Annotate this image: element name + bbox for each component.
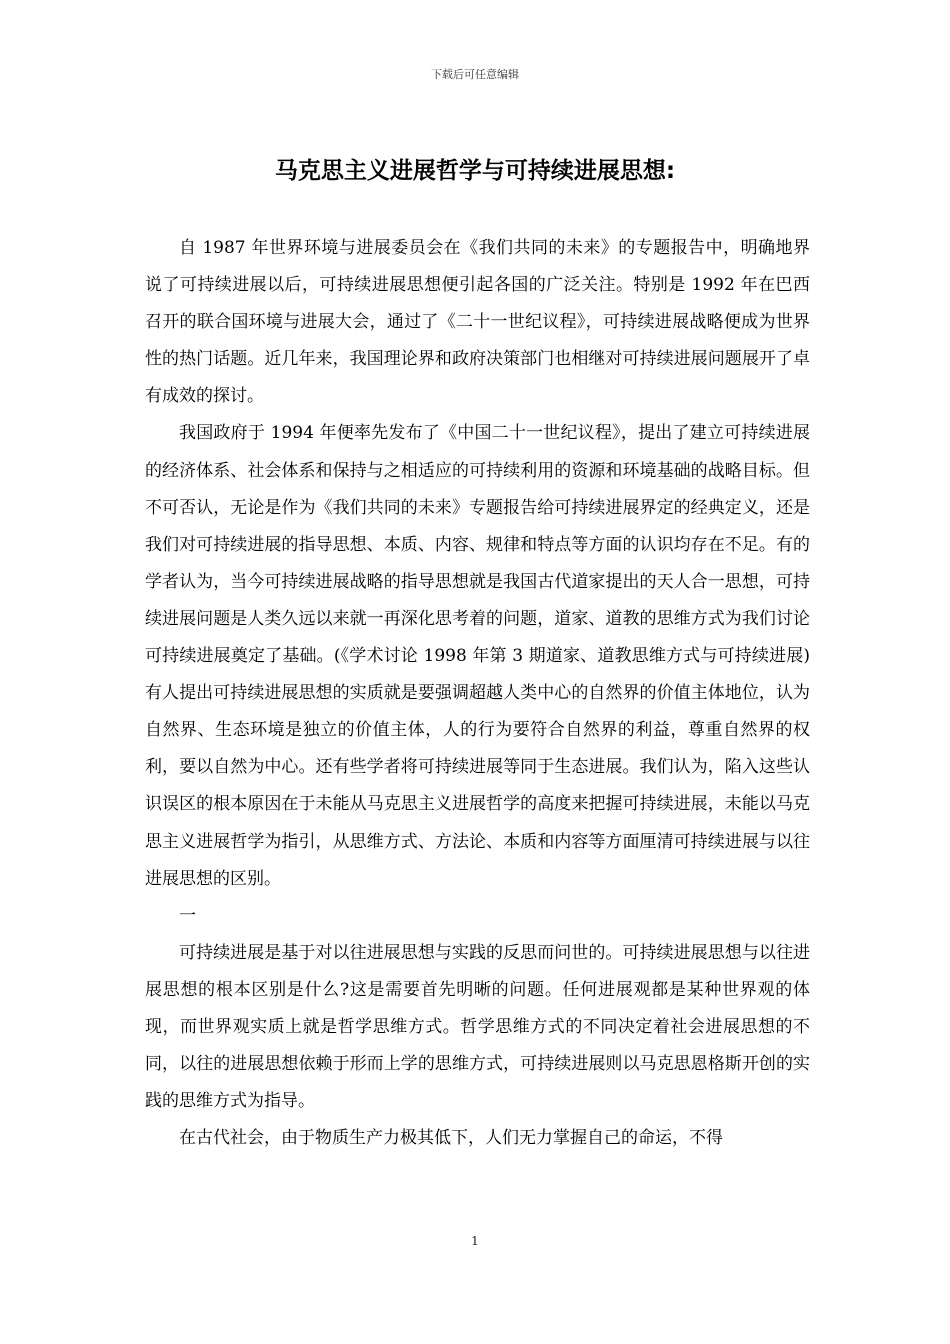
paragraph: 自 1987 年世界环境与进展委员会在《我们共同的未来》的专题报告中，明确地界说了可持续进展以后，可持续进展思想便引起各国的广泛关注。特别是 1992 年在巴西召开的联合国环境与进展大会，通过了《二十一世纪议程》，可持续进展战略便成为世界性的热门话题。近几年来，我国理论界和政府决策部门也相继对可持续进展问题展开了卓有成效的探讨。 (145, 238, 810, 407)
page-number: 1 (471, 1234, 479, 1248)
document-body (145, 230, 810, 1157)
section-marker: 一 (179, 905, 196, 926)
page-header: 下载后可任意编辑 (431, 68, 519, 81)
paragraph: 我国政府于 1994 年便率先发布了《中国二十一世纪议程》，提出了建立可持续进展的经济体系、社会体系和保持与之相适应的可持续利用的资源和环境基础的战略目标。但不可否认，无论是作为《我们共同的未来》专题报告给可持续进展界定的经典定义，还是我们对可持续进展的指导思想、本质、内容、规律和特点等方面的认识均存在不足。有的学者认为，当今可持续进展战略的指导思想就是我国古代道家提出的天人合一思想，可持续进展问题是人类久远以来就一再深化思考着的问题，道家、道教的思维方式为我们讨论可持续进展奠定了基础。(《学术讨论 1998 年第 3 期道家、道教思维方式与可持续进展)有人提出可持续进展思想的实质就是要强调超越人类中心的自然界的价值主体地位，认为自然界、生态环境是独立的价值主体，人的行为要符合自然界的利益，尊重自然界的权利，要以自然为中心。还有些学者将可持续进展等同于生态进展。我们认为，陷入这些认识误区的根本原因在于未能从马克思主义进展哲学的高度来把握可持续进展，未能以马克思主义进展哲学为指引，从思维方式、方法论、本质和内容等方面厘清可持续进展与以往进展思想的区别。 (145, 423, 810, 889)
paragraph: 可持续进展是基于对以往进展思想与实践的反思而问世的。可持续进展思想与以往进展思想的根本区别是什么?这是需要首先明晰的问题。任何进展观都是某种世界观的体现，而世界观实质上就是哲学思维方式。哲学思维方式的不同决定着社会进展思想的不同，以往的进展思想依赖于形而上学的思维方式，可持续进展则以马克思恩格斯开创的实践的思维方式为指导。 (145, 942, 810, 1112)
paragraph: 在古代社会，由于物质生产力极其低下，人们无力掌握自己的命运，不得 (179, 1128, 723, 1149)
document-title: 马克思主义进展哲学与可持续进展思想: (274, 158, 676, 184)
